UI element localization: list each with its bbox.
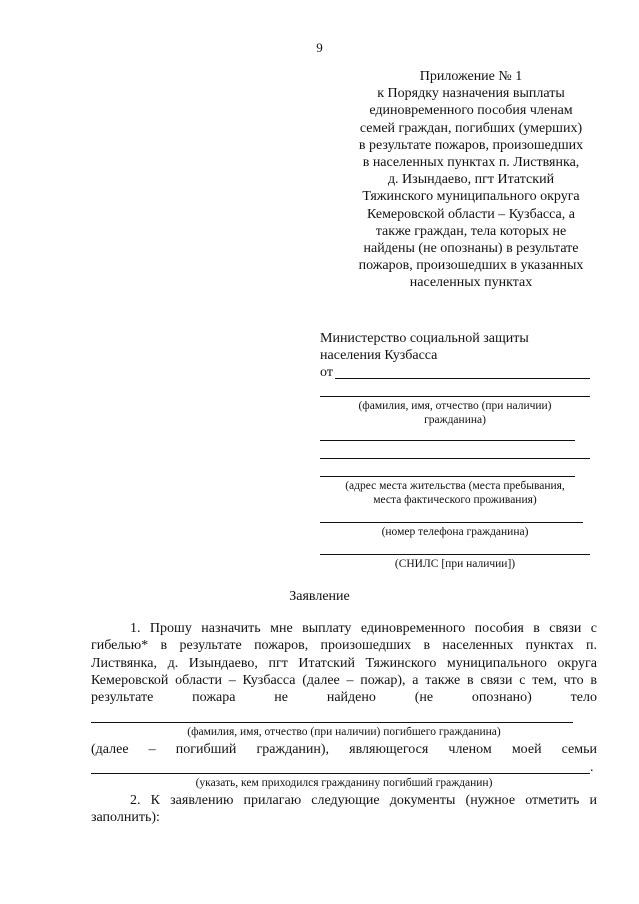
appendix-line: Кемеровской области – Кузбасса, а (367, 206, 575, 222)
from-blank-line[interactable] (335, 378, 590, 379)
appendix-line: населенных пунктах (409, 275, 533, 291)
appendix-heading (340, 68, 602, 292)
p1-line3: Листвянка, д. Изындаево, пгт Итатский Тяжинского муниципального округа (91, 655, 597, 671)
relation-blank-line[interactable] (91, 773, 590, 774)
p1-line5: результате пожара не найдено (не опознано) тело (91, 690, 597, 706)
phone-blank-line[interactable] (320, 522, 583, 523)
p2-line2: заполнить): (91, 810, 160, 826)
appendix-line: найдены (не опознаны) в результате (363, 241, 579, 257)
appendix-line: семей граждан, погибших (умерших) (359, 120, 583, 136)
appendix-line: в населенных пунктах п. Листвянка, (362, 155, 580, 171)
appendix-line: д. Изындаево, пгт Итатский (387, 172, 555, 188)
appendix-line: в результате пожаров, произошедших (358, 137, 584, 153)
address-blank-line-1[interactable] (320, 440, 575, 441)
caption-address-line2: места фактического проживания) (373, 494, 537, 506)
p1-line4: Кемеровской области – Кузбасса (далее – пожар), а также в связи с тем, что в (91, 672, 597, 688)
relation-line-period: . (590, 760, 594, 775)
from-label: от (320, 365, 333, 380)
appendix-line: также граждан, тела которых не (375, 223, 567, 239)
caption-snils: (СНИЛС [при наличии]) (394, 558, 516, 570)
appendix-line: пожаров, произошедших в указанных (358, 258, 584, 274)
appendix-line: к Порядку назначения выплаты (377, 86, 565, 102)
caption-relation: (указать, кем приходился гражданину погибший гражданин) (195, 777, 493, 789)
caption-address-line1: (адрес места жительства (места пребывания, (345, 480, 565, 492)
caption-deceased: (фамилия, имя, отчество (при наличии) погибшего гражданина) (187, 726, 501, 738)
ministry-name-line1: Министерство социальной защиты (320, 331, 529, 346)
ministry-name-line2: населения Кузбасса (320, 348, 438, 363)
paragraph-2 (91, 792, 597, 827)
p1-line2: гибелью* в результате пожаров, произошедших в населенных пунктах п. (91, 638, 597, 654)
appendix-line: Тяжинского муниципального округа (362, 189, 580, 205)
appendix-line: единовременного пособия членам (369, 103, 573, 119)
p1-continuation (91, 741, 597, 758)
p1-line1: 1. Прошу назначить мне выплату единовременного пособия в связи с (130, 621, 597, 636)
address-blank-line-3[interactable] (320, 476, 575, 477)
caption-phone: (номер телефона гражданина) (381, 526, 529, 538)
paragraph-1 (91, 620, 597, 706)
statement-title: Заявление (289, 589, 350, 604)
caption-name-line1: (фамилия, имя, отчество (при наличии) (358, 400, 552, 412)
p1-line6: (далее – погибший гражданин), являющегося членом моей семьи (91, 742, 597, 757)
snils-blank-line[interactable] (320, 554, 590, 555)
p2-line1: 2. К заявлению прилагаю следующие документы (нужное отметить и (130, 793, 597, 808)
address-blank-line-2[interactable] (320, 458, 590, 459)
caption-name-line2: гражданина) (424, 414, 486, 426)
name-blank-line[interactable] (320, 396, 590, 397)
deceased-name-blank-line[interactable] (91, 722, 573, 723)
appendix-line: Приложение № 1 (419, 69, 523, 84)
page-number: 9 (316, 40, 323, 55)
